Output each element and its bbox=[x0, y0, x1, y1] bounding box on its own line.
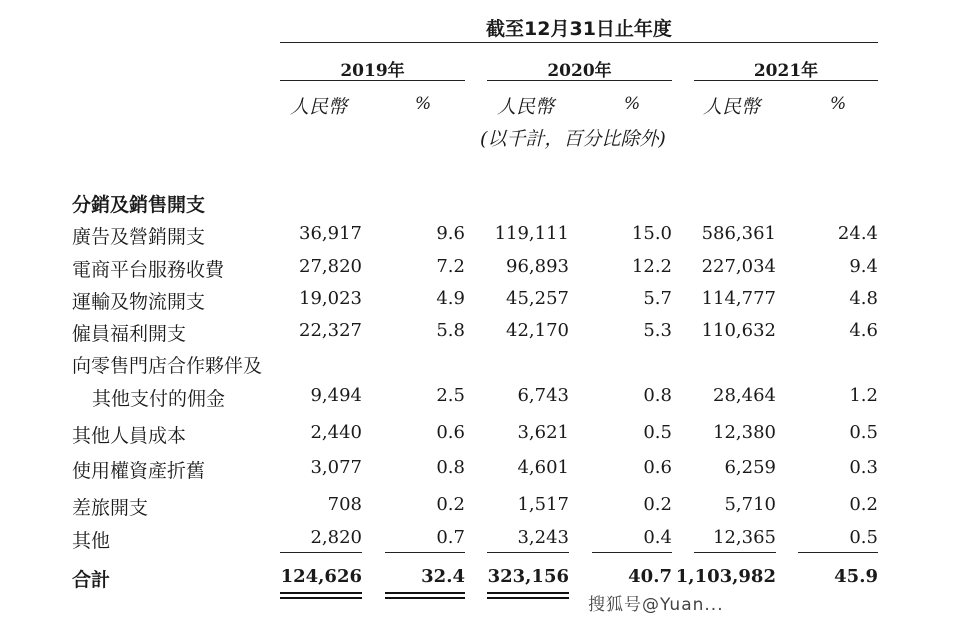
row-label: 運輸及物流開支 bbox=[72, 291, 206, 313]
table-cell: 5,710 bbox=[724, 494, 776, 515]
table-cell: 22,327 bbox=[299, 320, 362, 341]
total-double-rule-3 bbox=[487, 592, 569, 599]
table-cell: 5.7 bbox=[643, 288, 672, 309]
table-cell: 586,361 bbox=[701, 223, 776, 244]
table-cell: 9.4 bbox=[849, 256, 878, 277]
table-cell: 9.6 bbox=[436, 223, 465, 244]
table-cell: 227,034 bbox=[701, 256, 776, 277]
table-cell: 0.7 bbox=[436, 527, 465, 548]
table-cell: 28,464 bbox=[713, 385, 776, 406]
table-cell: 42,170 bbox=[506, 320, 569, 341]
total-cell: 32.4 bbox=[421, 566, 465, 587]
total-double-rule-1 bbox=[280, 592, 362, 599]
table-cell: 0.5 bbox=[643, 422, 672, 443]
table-cell: 12.2 bbox=[631, 256, 672, 277]
total-double-rule-2 bbox=[385, 592, 465, 599]
row-label: 僱員福利開支 bbox=[72, 323, 187, 345]
pct-2020: % bbox=[624, 94, 641, 114]
table-cell: 4,601 bbox=[517, 457, 569, 478]
table-cell: 15.0 bbox=[631, 223, 672, 244]
table-cell: 0.5 bbox=[849, 422, 878, 443]
row-label: 廣告及營銷開支 bbox=[72, 226, 206, 248]
table-cell: 1,517 bbox=[517, 494, 569, 515]
year-2020: 2020年 bbox=[547, 61, 612, 81]
year-rule-2021 bbox=[694, 80, 878, 81]
table-cell: 4.8 bbox=[849, 288, 878, 309]
table-cell: 19,023 bbox=[299, 288, 362, 309]
table-cell: 7.2 bbox=[436, 256, 465, 277]
table-cell: 3,077 bbox=[310, 457, 362, 478]
table-cell: 0.2 bbox=[849, 494, 878, 515]
table-cell: 12,365 bbox=[713, 527, 776, 548]
total-cell: 45.9 bbox=[834, 566, 878, 587]
table-cell: 45,257 bbox=[506, 288, 569, 309]
section-title: 分銷及銷售開支 bbox=[72, 194, 206, 216]
total-cell: 40.7 bbox=[628, 566, 672, 587]
unit-note: (以千計，百分比除外) bbox=[480, 128, 666, 150]
row-label: 其他人員成本 bbox=[72, 425, 187, 447]
subtotal-rule-6 bbox=[798, 552, 878, 553]
table-cell: 3,243 bbox=[517, 527, 569, 548]
table-cell: 110,632 bbox=[701, 320, 776, 341]
currency-2021: 人民幣 bbox=[703, 96, 761, 118]
row-label: 差旅開支 bbox=[72, 497, 149, 519]
pct-2019: % bbox=[415, 94, 432, 114]
subtotal-rule-1 bbox=[280, 552, 362, 553]
year-rule-2020 bbox=[487, 80, 672, 81]
row-label: 電商平台服務收費 bbox=[72, 259, 225, 281]
period-header: 截至12月31日止年度 bbox=[486, 18, 672, 40]
table-cell: 4.9 bbox=[436, 288, 465, 309]
table-cell: 6,259 bbox=[724, 457, 776, 478]
table-cell: 0.8 bbox=[436, 457, 465, 478]
table-cell: 5.3 bbox=[643, 320, 672, 341]
table-cell: 2,440 bbox=[310, 422, 362, 443]
table-cell: 5.8 bbox=[436, 320, 465, 341]
year-2019: 2019年 bbox=[340, 61, 405, 81]
currency-2019: 人民幣 bbox=[290, 96, 348, 118]
header-rule bbox=[280, 42, 878, 43]
table-cell: 4.6 bbox=[849, 320, 878, 341]
table-cell: 9,494 bbox=[310, 385, 362, 406]
table-cell: 12,380 bbox=[713, 422, 776, 443]
total-cell: 124,626 bbox=[280, 566, 362, 587]
currency-2020: 人民幣 bbox=[497, 96, 555, 118]
table-cell: 24.4 bbox=[837, 223, 878, 244]
watermark: 搜狐号@Yuan... bbox=[588, 595, 724, 615]
table-cell: 2,820 bbox=[310, 527, 362, 548]
table-cell: 0.4 bbox=[643, 527, 672, 548]
total-label: 合計 bbox=[72, 569, 111, 591]
table-cell: 114,777 bbox=[701, 288, 776, 309]
row-label: 其他 bbox=[72, 530, 111, 552]
subtotal-rule-4 bbox=[592, 552, 672, 553]
row-label: 向零售門店合作夥伴及 bbox=[72, 355, 263, 377]
table-cell: 0.6 bbox=[643, 457, 672, 478]
table-cell: 0.6 bbox=[436, 422, 465, 443]
subtotal-rule-2 bbox=[385, 552, 465, 553]
table-cell: 96,893 bbox=[506, 256, 569, 277]
row-label: 使用權資產折舊 bbox=[72, 460, 206, 482]
table-cell: 27,820 bbox=[299, 256, 362, 277]
table-cell: 119,111 bbox=[494, 223, 569, 244]
table-cell: 708 bbox=[327, 494, 362, 515]
pct-2021: % bbox=[830, 94, 847, 114]
table-cell: 2.5 bbox=[436, 385, 465, 406]
row-label-cont: 其他支付的佣金 bbox=[92, 388, 226, 410]
table-cell: 0.5 bbox=[849, 527, 878, 548]
table-cell: 6,743 bbox=[517, 385, 569, 406]
table-cell: 0.2 bbox=[436, 494, 465, 515]
table-cell: 0.3 bbox=[849, 457, 878, 478]
total-cell: 323,156 bbox=[487, 566, 569, 587]
table-cell: 0.2 bbox=[643, 494, 672, 515]
year-2021: 2021年 bbox=[753, 61, 819, 81]
subtotal-rule-5 bbox=[694, 552, 776, 553]
subtotal-rule-3 bbox=[487, 552, 569, 553]
table-cell: 36,917 bbox=[299, 223, 362, 244]
year-rule-2019 bbox=[280, 80, 465, 81]
table-cell: 1.2 bbox=[849, 385, 878, 406]
total-cell: 1,103,982 bbox=[675, 566, 776, 587]
table-cell: 3,621 bbox=[517, 422, 569, 443]
table-cell: 0.8 bbox=[643, 385, 672, 406]
